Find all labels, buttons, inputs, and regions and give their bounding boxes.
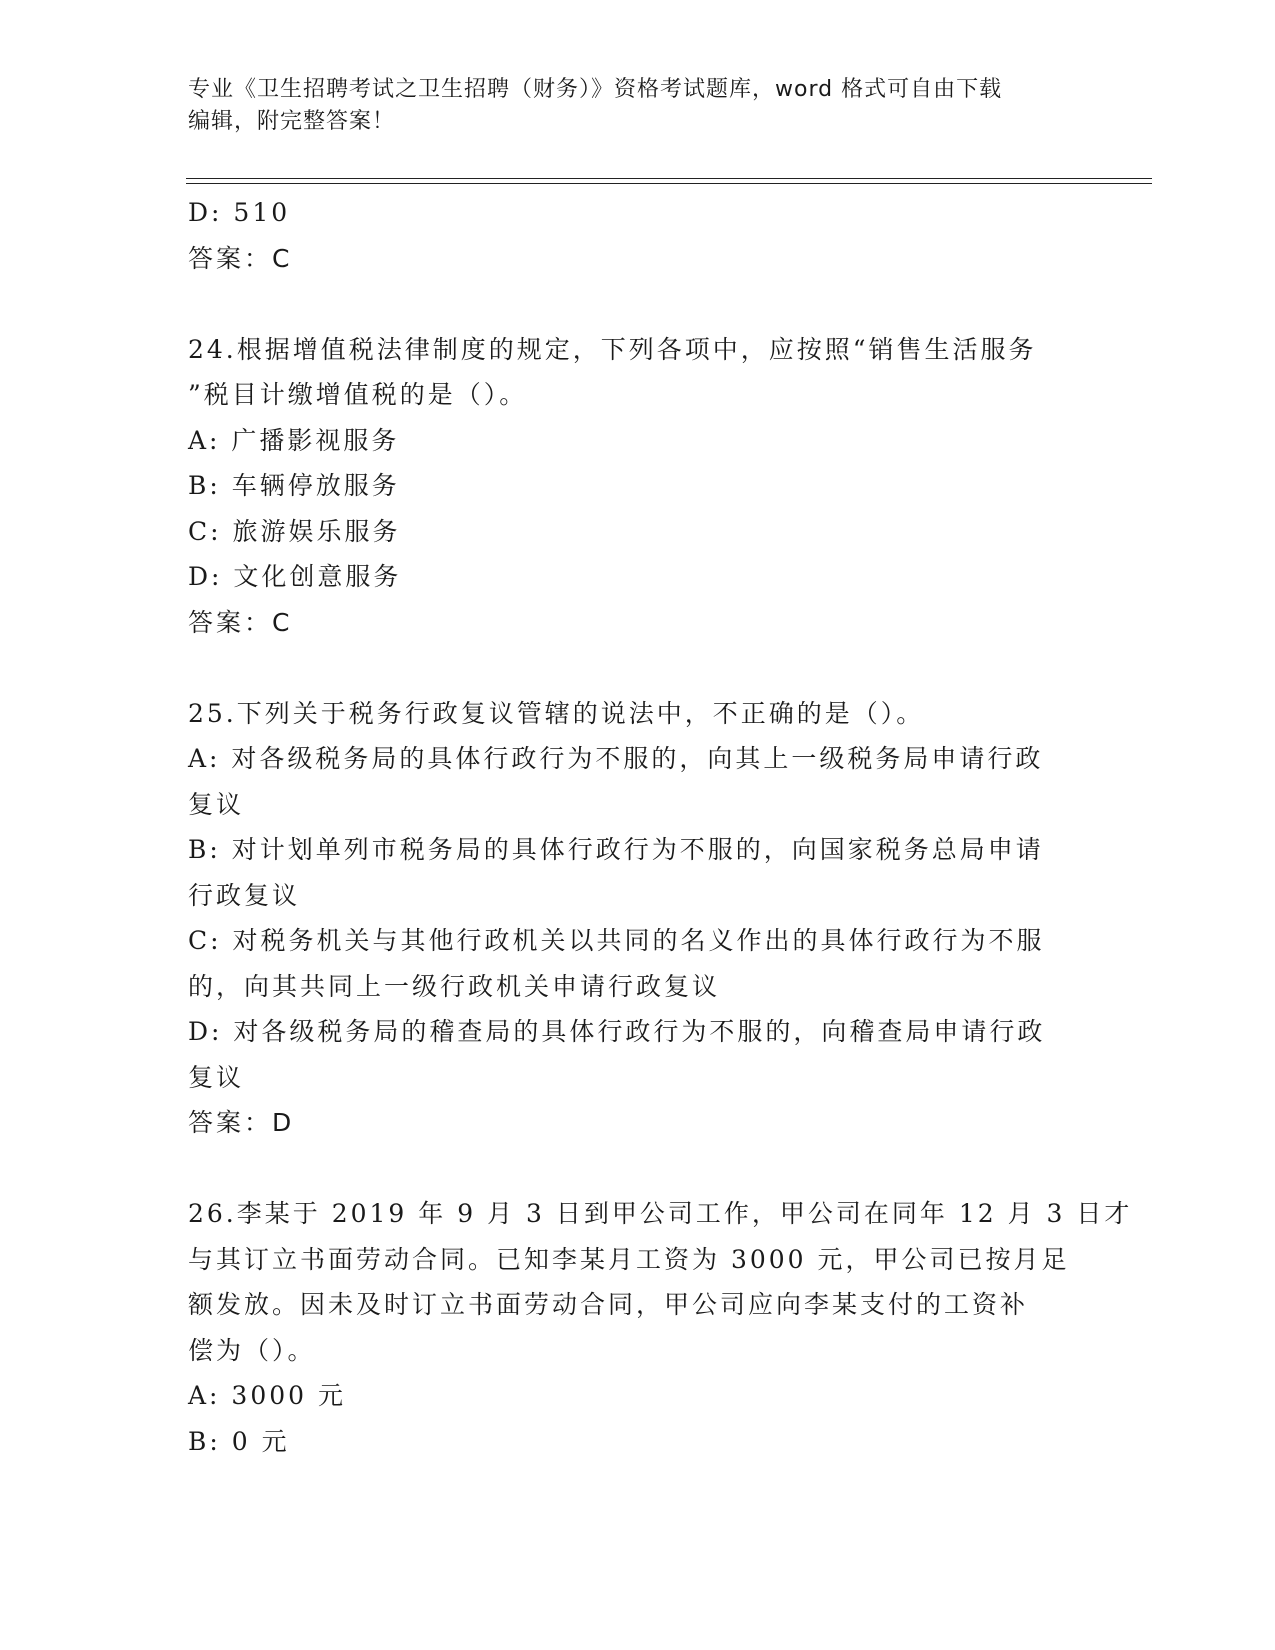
q25-option-a-line-1: A: 对各级税务局的具体行政行为不服的，向其上一级税务局申请行政 xyxy=(188,744,1044,773)
q26-stem-line-3: 额发放。因未及时订立书面劳动合同，甲公司应向李某支付的工资补 xyxy=(188,1290,1029,1319)
question-26 xyxy=(188,1191,1133,1464)
prev-answer: 答案：C xyxy=(188,243,293,273)
q24-answer: 答案：C xyxy=(188,607,293,637)
q25-option-c-line-2: 的，向其共同上一级行政机关申请行政复议 xyxy=(188,971,721,1001)
q25-option-b-line-1: B: 对计划单列市税务局的具体行政行为不服的，向国家税务总局申请 xyxy=(188,835,1044,864)
spacer xyxy=(188,1146,1088,1192)
q25-option-c-line-1: C: 对税务机关与其他行政机关以共同的名义作出的具体行政行为不服 xyxy=(188,926,1045,955)
header-divider-top xyxy=(186,178,1152,179)
q26-option-a: A: 3000 元 xyxy=(188,1381,346,1410)
q25-option-a-line-2: 复议 xyxy=(188,789,245,819)
q26-stem-line-1: 26.李某于 2019 年 9 月 3 日到甲公司工作，甲公司在同年 12 月 3 日才 xyxy=(188,1199,1133,1228)
q24-option-b: B: 车辆停放服务 xyxy=(188,471,400,500)
q25-stem-line-1: 25.下列关于税务行政复议管辖的说法中，不正确的是（）。 xyxy=(188,698,925,728)
q24-stem-line-1: 24.根据增值税法律制度的规定，下列各项中，应按照“销售生活服务 xyxy=(188,334,1037,364)
q25-option-d-line-2: 复议 xyxy=(188,1062,245,1092)
prev-option-d: D: 510 xyxy=(188,198,291,227)
spacer xyxy=(188,281,1088,327)
page-header xyxy=(188,74,1068,138)
question-25 xyxy=(188,691,1088,1146)
q24-option-d: D: 文化创意服务 xyxy=(188,562,402,591)
spacer xyxy=(188,645,1088,691)
question-24 xyxy=(188,327,1088,646)
q24-option-a: A: 广播影视服务 xyxy=(188,425,400,455)
q26-stem-line-4: 偿为（）。 xyxy=(188,1335,316,1365)
header-line-2: 编辑，附完整答案！ xyxy=(188,109,396,134)
question-content xyxy=(188,190,1133,1464)
header-divider-bottom xyxy=(186,183,1152,184)
q24-stem-line-2: ”税目计缴增值税的是（）。 xyxy=(188,380,528,409)
q26-option-b: B: 0 元 xyxy=(188,1426,290,1456)
q25-option-b-line-2: 行政复议 xyxy=(188,880,301,910)
header-line-1: 专业《卫生招聘考试之卫生招聘（财务）》资格考试题库，word 格式可自由下载 xyxy=(188,77,1003,102)
q24-option-c: C: 旅游娱乐服务 xyxy=(188,516,401,546)
q25-answer: 答案：D xyxy=(188,1108,295,1137)
q25-option-d-line-1: D: 对各级税务局的稽查局的具体行政行为不服的，向稽查局申请行政 xyxy=(188,1017,1046,1046)
q26-stem-line-2: 与其订立书面劳动合同。已知李某月工资为 3000 元，甲公司已按月足 xyxy=(188,1244,1070,1274)
